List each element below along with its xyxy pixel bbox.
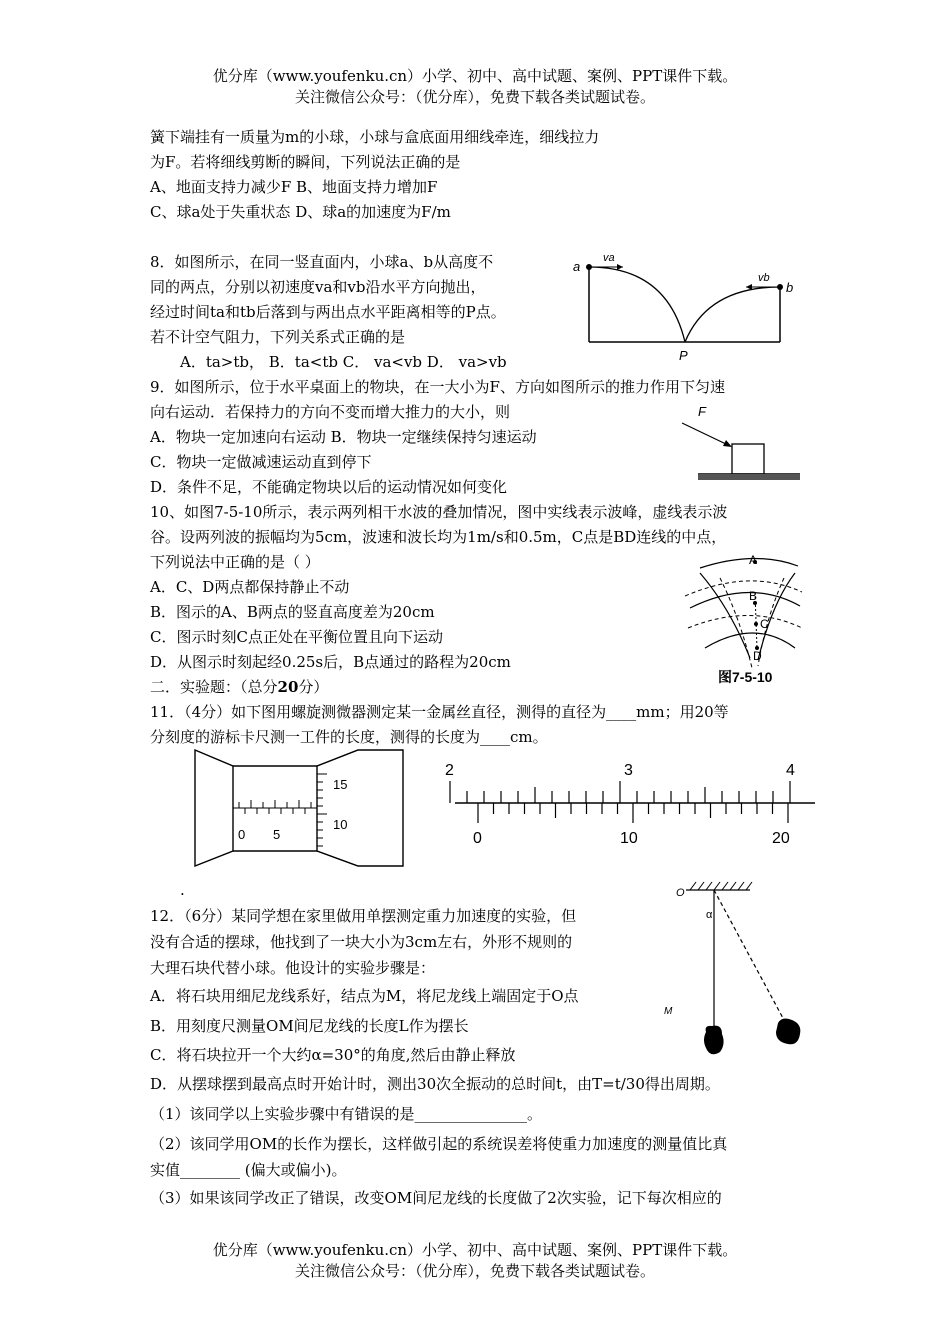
label-f: F — [698, 404, 706, 419]
q7-line-2: 为F。若将细线剪断的瞬间，下列说法正确的是 — [150, 153, 461, 171]
q8-line-1: 8．如图所示，在同一竖直面内，小球a、b从高度不 — [150, 253, 494, 271]
thimble-15: 15 — [333, 777, 348, 792]
q8-options: A．ta>tb， B．ta<tb C． va<vb D． va>vb — [180, 353, 507, 371]
label-b: b — [786, 280, 794, 295]
stone-rest — [704, 1026, 724, 1055]
label-vb: vb — [758, 272, 770, 284]
section-2-title — [150, 677, 328, 697]
label-B: B — [749, 589, 758, 603]
pendulum-figure — [660, 880, 810, 1065]
block — [732, 444, 764, 474]
q12-sub-1: （1）该同学以上实验步骤中有错误的是_______________。 — [150, 1105, 543, 1123]
ground-hatch — [698, 474, 800, 480]
q8-line-4: 若不计空气阻力，下列关系式正确的是 — [150, 328, 406, 346]
micrometer-figure — [193, 748, 408, 873]
figure-caption: 图7-5-10 — [718, 669, 773, 685]
label-va: va — [603, 252, 615, 264]
vernier-label-0: 0 — [473, 830, 482, 847]
q7-option-cd: C、球a处于失重状态 D、球a的加速度为F/m — [150, 203, 451, 221]
q11-line-2: 分刻度的游标卡尺测一工件的长度，测得的长度为____cm。 — [150, 728, 548, 746]
q10-option-d: D．从图示时刻起经0.25s后，B点通过的路程为20cm — [150, 653, 511, 671]
q9-option-ab: A．物块一定加速向右运动 B．物块一定继续保持匀速运动 — [150, 428, 537, 446]
ball-b — [777, 284, 783, 290]
label-C: C — [760, 617, 769, 631]
main-label-2: 2 — [445, 762, 454, 779]
q12-sub-2a: （2）该同学用OM的长作为摆长，这样做引起的系统误差将使重力加速度的测量值比真 — [150, 1135, 728, 1153]
header-line-1: 优分库（www.youfenku.cn）小学、初中、高中试题、案例、PPT课件下载。 — [212, 67, 738, 85]
ball-a — [586, 264, 592, 270]
q10-option-c: C．图示时刻C点正处在平衡位置且向下运动 — [150, 628, 443, 646]
q9-line-1: 9．如图所示，位于水平桌面上的物块，在一大小为F、方向如图所示的推力作用下匀速 — [150, 378, 725, 396]
q12-option-c: C．将石块拉开一个大约α=30°的角度,然后由静止释放 — [150, 1046, 516, 1064]
main-scale-ticks — [450, 781, 790, 803]
q12-sub-2b: 实值________ (偏大或偏小)。 — [150, 1161, 347, 1179]
label-A: A — [749, 553, 758, 567]
sleeve-5: 5 — [273, 827, 281, 842]
q12-option-d: D．从摆球摆到最高点时开始计时，测出30次全振动的总时间t，由T=t/30得出周期。 — [150, 1075, 720, 1093]
header-line-2: 关注微信公众号：（优分库），免费下载各类试题试卷。 — [294, 88, 655, 106]
q8-line-3: 经过时间ta和tb后落到与两出点水平距离相等的P点。 — [150, 303, 506, 321]
footer-line-1: 优分库（www.youfenku.cn）小学、初中、高中试题、案例、PPT课件下载。 — [212, 1241, 738, 1259]
vernier-caliper-figure — [445, 755, 820, 855]
q12-line-2: 没有合适的摆球，他找到了一块大小为3cm左右，外形不规则的 — [150, 933, 573, 951]
q12-line-1: 12．（6分）某同学想在家里做用单摆测定重力加速度的实验，但 — [150, 907, 577, 925]
q9-option-c: C．物块一定做减速运动直到停下 — [150, 453, 372, 471]
label-m: M — [664, 1006, 673, 1017]
q8-line-2: 同的两点，分别以初速度va和vb沿水平方向抛出， — [150, 278, 486, 296]
section-2-score: 20 — [277, 678, 299, 696]
displaced-string — [714, 890, 784, 1020]
footer-line-2: 关注微信公众号：（优分库），免费下载各类试题试卷。 — [294, 1262, 655, 1280]
q9-option-d: D．条件不足，不能确定物块以后的运动情况如何变化 — [150, 478, 508, 496]
q10-option-a: A．C、D两点都保持静止不动 — [150, 578, 350, 596]
q10-option-b: B．图示的A、B两点的竖直高度差为20cm — [150, 603, 435, 621]
label-D: D — [753, 649, 762, 663]
block-force-figure — [680, 400, 805, 485]
label-alpha: α — [706, 909, 713, 921]
main-label-3: 3 — [624, 762, 633, 779]
section-2-title-text: 二．实验题：（总分 — [150, 678, 278, 696]
section-2-title-tail: 分） — [298, 678, 329, 696]
q10-line-1: 10、如图7-5-10所示，表示两列相干水波的叠加情况，图中实线表示波峰，虚线表示波 — [150, 503, 728, 521]
q9-line-2: 向右运动．若保持力的方向不变而增大推力的大小，则 — [150, 403, 511, 421]
projectile-figure — [565, 245, 805, 370]
stone-displaced — [776, 1019, 800, 1045]
q11-line-1: 11．（4分）如下图用螺旋测微器测定某一金属丝直径，测得的直径为____mm；用20等 — [150, 703, 729, 721]
label-a: a — [573, 259, 581, 274]
wave-interference-figure — [680, 548, 805, 688]
sleeve-0: 0 — [238, 827, 246, 842]
q10-line-3: 下列说法中正确的是（ ） — [150, 553, 320, 571]
q12-option-a: A．将石块用细尼龙线系好，结点为M，将尼龙线上端固定于O点 — [150, 987, 579, 1005]
q12-line-3: 大理石块代替小球。他设计的实验步骤是： — [150, 959, 436, 977]
q10-line-2: 谷。设两列波的振幅均为5cm，波速和波长均为1m/s和0.5m，C点是BD连线的中点， — [150, 528, 727, 546]
main-label-4: 4 — [786, 762, 795, 779]
q12-sub-3: （3）如果该同学改正了错误，改变OM间尼龙线的长度做了2次实验，记下每次相应的 — [150, 1189, 722, 1207]
q7-line-1: 簧下端挂有一质量为m的小球，小球与盒底面用细线牵连，细线拉力 — [150, 128, 600, 146]
q12-option-b: B．用刻度尺测量OM间尼龙线的长度L作为摆长 — [150, 1017, 469, 1035]
vernier-label-20: 20 — [772, 830, 790, 847]
vernier-label-10: 10 — [620, 830, 638, 847]
label-o: O — [676, 887, 685, 899]
label-p: P — [679, 348, 688, 363]
thimble-10: 10 — [333, 817, 348, 832]
q7-option-ab: A、地面支持力减少F B、地面支持力增加F — [150, 178, 438, 196]
stray-dot: . — [180, 881, 185, 899]
vernier-scale-ticks — [478, 803, 788, 823]
